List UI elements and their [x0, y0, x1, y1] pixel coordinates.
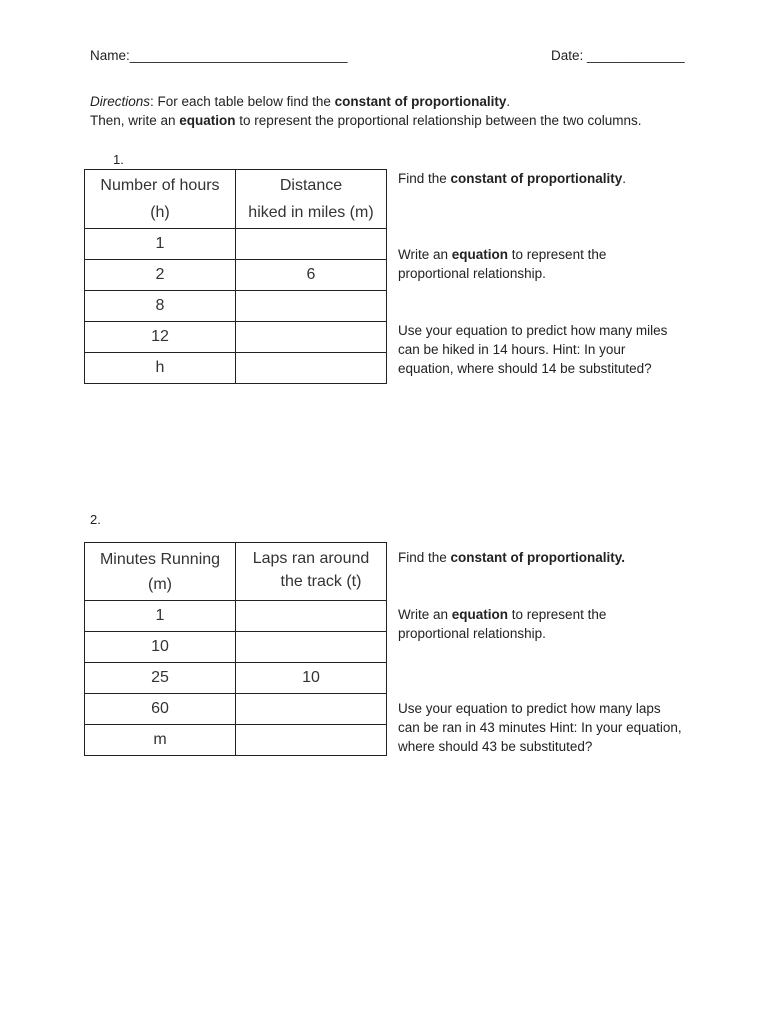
cell-x: 1 [85, 229, 236, 260]
date-line [551, 48, 685, 63]
table-row [85, 229, 387, 260]
cell-y[interactable] [236, 725, 387, 756]
table-row [85, 260, 387, 291]
header-line: the track (t) [280, 573, 362, 590]
cell-y[interactable] [236, 601, 387, 632]
table-header-hours [85, 170, 236, 229]
q-bold: constant of proportionality. [450, 550, 626, 565]
q-bold: equation [451, 247, 509, 262]
problem-2-question-predict: Use your equation to predict how many laps can be ran in 43 minutes Hint: In your equation, where should 43 be substituted? [398, 701, 682, 754]
cell-x: 25 [85, 663, 236, 694]
table-row [85, 694, 387, 725]
date-blank[interactable]: _____________ [587, 48, 685, 63]
directions-text-1a: : For each table below find the [150, 94, 335, 109]
table-header-minutes [85, 543, 236, 601]
cell-y: 10 [236, 663, 387, 694]
table-header-laps [236, 543, 387, 601]
name-blank[interactable]: _____________________________ [129, 48, 348, 63]
cell-y[interactable] [236, 632, 387, 663]
problem-2-question-equation [398, 605, 638, 643]
problem-1-number: 1. [113, 152, 124, 167]
q-bold: equation [451, 607, 509, 622]
directions-line-1 [90, 94, 510, 109]
table-row [85, 291, 387, 322]
cell-y[interactable] [235, 353, 386, 384]
cell-x: 2 [85, 260, 236, 291]
problem-2-table [84, 542, 387, 756]
problem-1-question-equation [398, 245, 638, 283]
cell-y: 6 [235, 260, 386, 291]
name-label: Name: [90, 48, 130, 63]
cell-x: 12 [85, 322, 236, 353]
directions-text-2a: Then, write an [90, 113, 180, 128]
q-text: . [622, 171, 627, 186]
table-row [85, 353, 387, 384]
header-line: Distance [279, 177, 343, 194]
table-row [85, 663, 387, 694]
directions-bold-2: equation [179, 113, 236, 128]
q-text: Find the [398, 171, 451, 186]
cell-y[interactable] [235, 291, 386, 322]
problem-1-table [84, 169, 387, 384]
table-row [85, 322, 387, 353]
directions-text-2b: to represent the proportional relationship between the two columns. [235, 113, 642, 128]
directions-label: Directions [90, 94, 151, 109]
table-row [85, 601, 387, 632]
cell-y[interactable] [235, 229, 386, 260]
header-line: Minutes Running [99, 550, 221, 568]
problem-2-question-constant [398, 548, 688, 567]
directions-bold-1: constant of proportionality [334, 94, 507, 109]
cell-y[interactable] [236, 694, 387, 725]
cell-x: h [85, 353, 236, 384]
header-line: Laps ran around [252, 550, 370, 567]
q-text: Find the [398, 550, 451, 565]
q-text: to represent the proportional relationship. [398, 247, 607, 281]
directions-text-1b: . [506, 94, 511, 109]
cell-x: 10 [85, 632, 236, 663]
cell-y[interactable] [235, 322, 386, 353]
cell-x: m [85, 725, 236, 756]
header-line: (m) [148, 575, 172, 593]
name-line [90, 48, 348, 63]
problem-2-number: 2. [90, 512, 101, 527]
q-text: to represent the proportional relationship. [398, 607, 607, 641]
date-label: Date: [551, 48, 584, 63]
header-line: Number of hours [100, 177, 220, 194]
directions-line-2 [90, 113, 642, 128]
q-text: Write an [398, 607, 452, 622]
header-line: (h) [150, 204, 170, 221]
header-line: hiked in miles (m) [248, 204, 374, 221]
cell-x: 1 [85, 601, 236, 632]
table-row [85, 632, 387, 663]
cell-x: 60 [85, 694, 236, 725]
cell-x: 8 [85, 291, 236, 322]
table-row [85, 725, 387, 756]
q-text: Write an [398, 247, 452, 262]
problem-1-question-constant [398, 169, 688, 188]
problem-1-question-predict: Use your equation to predict how many miles can be hiked in 14 hours. Hint: In your equation, where should 14 be substituted? [398, 323, 668, 376]
q-bold: constant of proportionality [450, 171, 623, 186]
table-header-distance [235, 170, 386, 229]
